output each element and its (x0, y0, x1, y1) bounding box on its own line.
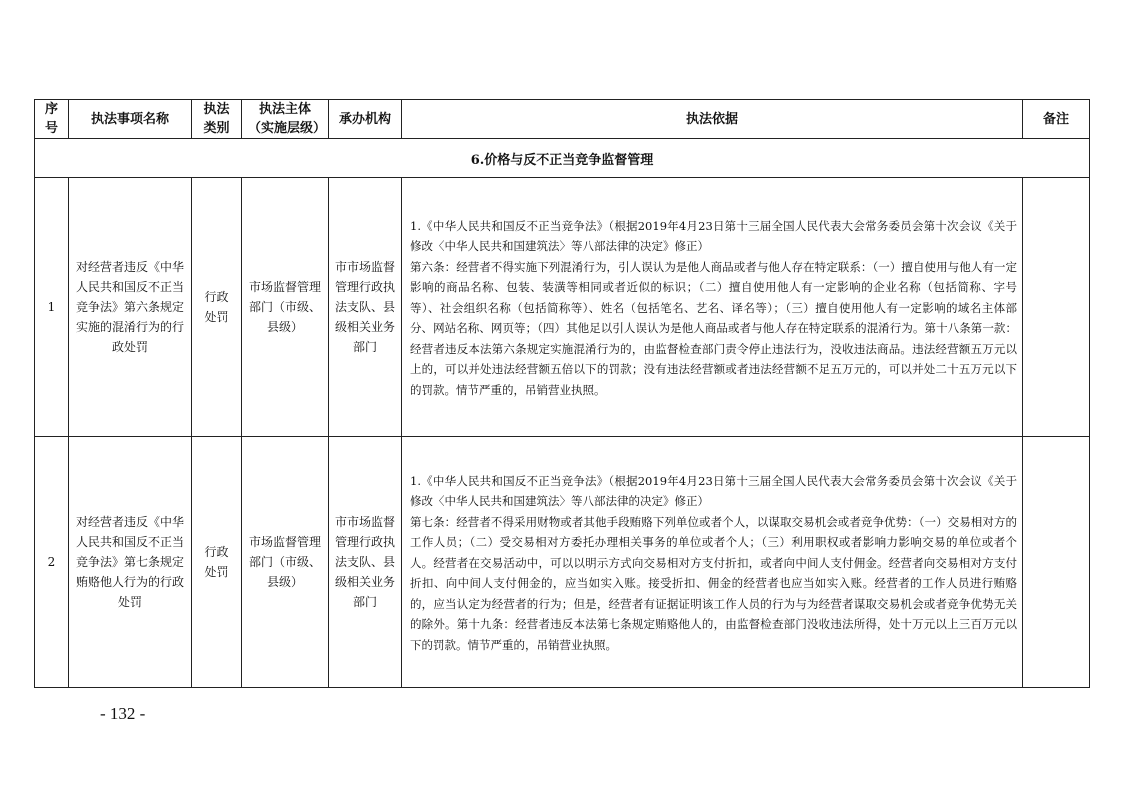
row-subject (242, 178, 329, 437)
row-item-name-text: 对经营者违反《中华人民共和国反不正当竞争法》第七条规定贿赂他人行为的行政处罚 (75, 515, 184, 609)
row-subject-text: 市场监督管理部门（市级、县级） (248, 535, 321, 589)
row-agency-text: 市市场监督管理行政执法支队、县级相关业务部门 (335, 515, 396, 609)
header-subject-label: 执法主体（实施层级） (248, 102, 327, 136)
header-subject (242, 100, 329, 139)
row-agency-text: 市市场监督管理行政执法支队、县级相关业务部门 (335, 260, 396, 354)
section-row (35, 139, 1090, 178)
row-category-text: 行政处罚 (204, 290, 229, 324)
row-item-name (69, 437, 192, 688)
row-no: 2 (35, 437, 69, 688)
header-category (192, 100, 242, 139)
row-remark (1023, 178, 1090, 437)
row-basis (402, 437, 1023, 688)
section-title: 6.价格与反不正当竞争监督管理 (35, 139, 1090, 178)
header-basis: 执法依据 (402, 100, 1023, 139)
row-basis-text: 1.《中华人民共和国反不正当竞争法》（根据2019年4月23日第十三届全国人民代表大会常务委员会第十次会议《关于修改〈中华人民共和国建筑法〉等八部法律的决定》修正） 第六条：经营者不得实施下列混淆行为，引人误认为是他人商品或者与他人存在特定联系：（一）擅自使用与他人有一定影响的商品名称、包装、装潢等相同或者近似的标识；（二）擅自使用他人有一定影响的企业名称（包括简称、字号等）、社会组织名称（包括简称等）、姓名（包括笔名、艺名、译名等）；（三）擅自使用他人有一定影响的域名主体部分、网站名称、网页等；（四）其他足以引人误认为是他人商品或者与他人存在特定联系的混淆行为。第十八条第一款：经营者违反本法第六条规定实施混淆行为的，由监督检查部门责令停止违法行为，没收违法商品。违法经营额五万元以上的，可以并处违法经营额五倍以下的罚款；没有违法经营额或者违法经营额不足五万元的，可以并处二十五万元以下的罚款。情节严重的，吊销营业执照。 (410, 218, 1017, 397)
row-item-name (69, 178, 192, 437)
table-row (35, 178, 1090, 437)
header-no (35, 100, 69, 139)
enforcement-table (34, 99, 1090, 688)
table-row (35, 437, 1090, 688)
row-category (192, 437, 242, 688)
header-row (35, 100, 1090, 139)
header-category-label: 执法类别 (203, 102, 230, 136)
page-number: - 132 - (100, 704, 146, 723)
header-name: 执法事项名称 (69, 100, 192, 139)
row-no: 1 (35, 178, 69, 437)
row-basis (402, 178, 1023, 437)
header-agency: 承办机构 (329, 100, 402, 139)
row-agency (329, 178, 402, 437)
row-agency (329, 437, 402, 688)
row-remark (1023, 437, 1090, 688)
row-category-text: 行政处罚 (204, 545, 229, 579)
row-subject (242, 437, 329, 688)
row-category (192, 178, 242, 437)
row-basis-text: 1.《中华人民共和国反不正当竞争法》（根据2019年4月23日第十三届全国人民代表大会常务委员会第十次会议《关于修改〈中华人民共和国建筑法〉等八部法律的决定》修正） 第七条：经营者不得采用财物或者其他手段贿赂下列单位或者个人，以谋取交易机会或者竞争优势：（一）交易相对方的工作人员；（二）受交易相对方委托办理相关事务的单位或者个人；（三）利用职权或者影响力影响交易的单位或者个人。经营者在交易活动中，可以以明示方式向交易相对方支付折扣，或者向中间人支付佣金。经营者向交易相对方支付折扣、向中间人支付佣金的，应当如实入账。接受折扣、佣金的经营者也应当如实入账。经营者的工作人员进行贿赂的，应当认定为经营者的行为；但是，经营者有证据证明该工作人员的行为与为经营者谋取交易机会或者竞争优势无关的除外。第十九条：经营者违反本法第七条规定贿赂他人的，由监督检查部门没收违法所得，处十万元以上三百万元以下的罚款。情节严重的，吊销营业执照。 (410, 473, 1017, 652)
row-subject-text: 市场监督管理部门（市级、县级） (248, 280, 321, 334)
row-item-name-text: 对经营者违反《中华人民共和国反不正当竞争法》第六条规定实施的混淆行为的行政处罚 (75, 260, 184, 354)
header-no-label: 序号 (44, 102, 58, 136)
header-remark: 备注 (1023, 100, 1090, 139)
